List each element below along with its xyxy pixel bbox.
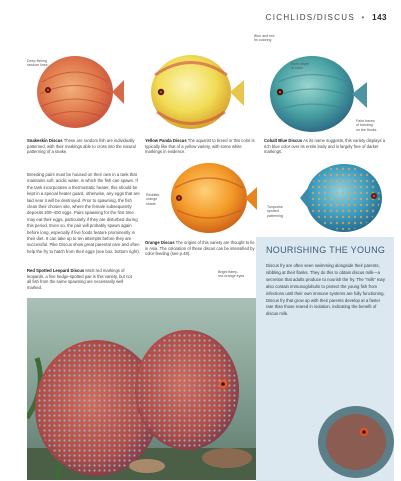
caption-red-spotted-leopard — [27, 268, 135, 290]
fish-photo-yellow-panda — [145, 50, 245, 132]
annotation-fish4: Faint traces of banding on the flanks — [356, 119, 377, 132]
body-paragraph: Breeding pairs must be housed on their own in a tank that maintains soft, acidic water, in which the fish can spawn. If the tank incorporates a thermostatic heater, this should be kept in a special heater guard, otherwise, any eggs that are laid near it will be destroyed. Prior to spawning, the fish clean their chosen site, where the female subsequently deposits 200–400 eggs. Pairs spawning for the first time may eat their eggs, particularly if they are disturbed during this period. Even so, the pair will probably spawn again before long, especially if live foods feature prominently in their diet. It can take up to ten attempts before they are successful. Pike Discus show great parental care and often help the fry to hatch from their eggs (see box, bottom right). — [27, 172, 140, 254]
caption-orange — [145, 240, 255, 257]
caption-name: Snakeskin Discus — [27, 138, 63, 143]
header-separator: • — [361, 13, 366, 22]
caption-cobalt-blue — [264, 138, 392, 155]
page-header — [266, 13, 387, 22]
fish-photo-orange — [165, 160, 257, 236]
caption-name: Cobalt Blue Discus — [264, 138, 303, 143]
page-number: 143 — [372, 13, 387, 22]
box-title: NOURISHING THE YOUNG — [266, 245, 386, 255]
fish-photo-cobalt-blue — [264, 52, 368, 134]
caption-text: The origins of this variety are thought to lie in Asia. The coloration of these discus can be intensified by color-feeding (see p.48). — [145, 240, 255, 257]
caption-yellow-panda — [145, 138, 255, 155]
annotation-fish6: Turquoise spotted patterning — [267, 205, 283, 218]
annotation-fish2: Blue and red fin coloring — [254, 34, 275, 43]
fish-photo-blue-spotted — [298, 160, 390, 236]
caption-text: As its name suggests, this variety displays a rich blue color over its entire body and is largely free of darker markings. — [264, 138, 386, 155]
section-title: CICHLIDS/DISCUS — [265, 13, 355, 22]
caption-name: Yellow Panda Discus — [145, 138, 187, 143]
caption-name: Orange Discus — [145, 240, 175, 245]
annotation-fish5: Reddish- orange shade — [146, 193, 161, 206]
caption-snakeskin — [27, 138, 139, 155]
annotation-fish7: Bright flamy- red-orange eyes — [218, 270, 245, 279]
caption-text: These are random fish are individually patterned, with their markings able to cross into the natural patterning of a snake. — [27, 138, 136, 155]
fish-photo-box-corner — [312, 400, 394, 480]
annotation-fish3: Even depth of color — [291, 62, 310, 71]
caption-text: Most red markings of leopards, a fine hedge-spotted pair is this variety, but not all fish from the same spawning are necessarily well marked. — [27, 268, 132, 290]
fish-photo-leopard-pair — [27, 298, 256, 480]
caption-text: The aquarist to breed or this color is typically like that of a yellow variety, with some white markings in evidence. — [145, 138, 255, 155]
box-text: Discus fry are often seen swimming alongside their parents, nibbling at their flanks. They do this to obtain discus milk—a secretion that adults produce to nourish the fry. The "milk" may also contain immunoglobulin to protect the young fish from infections until their own immune systems are fully functioning. Discus fry that grow up with their parents develop at a faster rate than those reared in isolation, indicating the benefit of discus milk. — [266, 263, 385, 317]
annotation-fish1: Deep fishing random lines — [27, 59, 48, 68]
caption-name: Red Spotted Leopard Discus — [27, 268, 85, 273]
